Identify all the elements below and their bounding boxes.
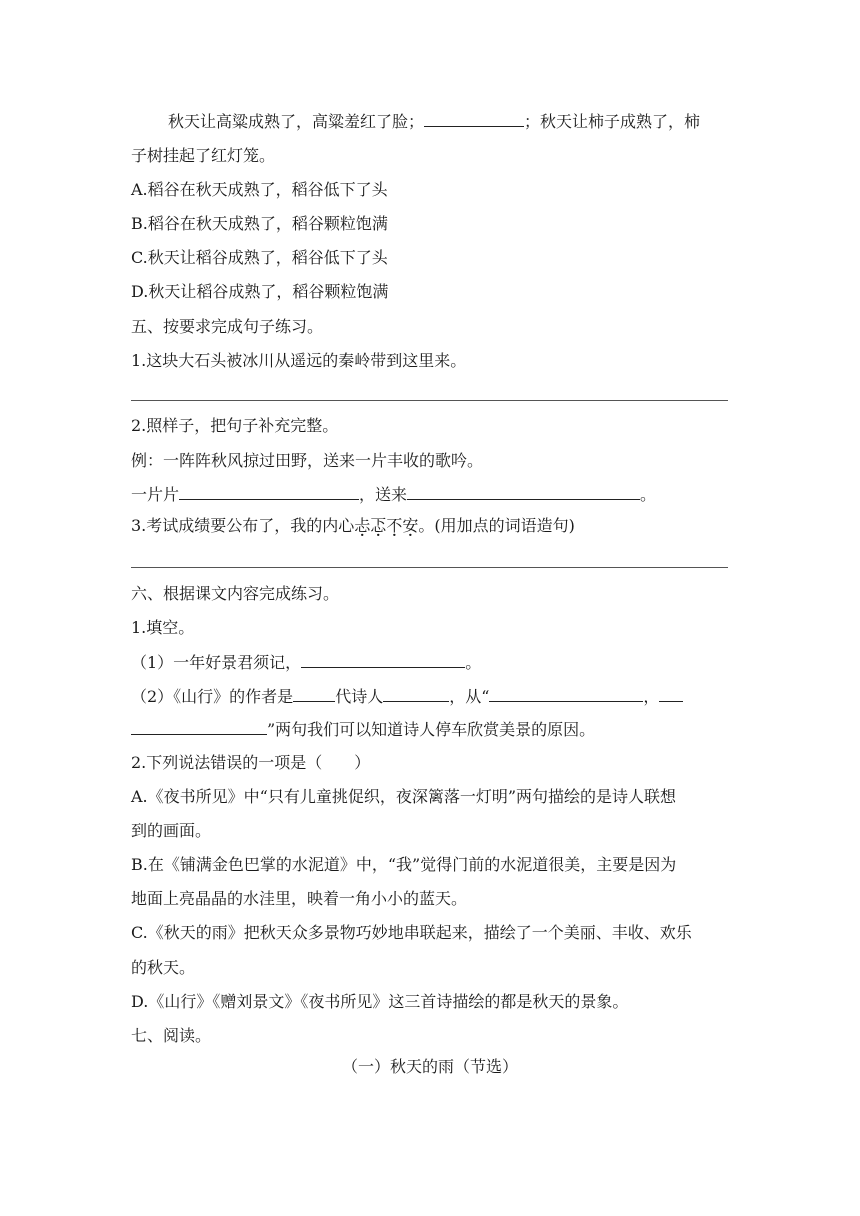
- q4-option-a: A.稻谷在秋天成熟了，稻谷低下了头: [131, 180, 388, 199]
- s6-option-c-line2: 的秋天。: [131, 958, 196, 977]
- s6-option-a-line2: 到的画面。: [131, 821, 212, 840]
- s6-fill2-line2: [131, 719, 595, 740]
- s5-q3-part2: 。(用加点的词语造句): [418, 516, 575, 535]
- s6-option-d: D.《山行》《赠刘景文》《夜书所见》这三首诗描绘的都是秋天的景象。: [131, 992, 629, 1011]
- dotted-char: 忑: [370, 516, 387, 535]
- s5-fill-part3: 。: [640, 485, 657, 504]
- s6-fill1: [131, 652, 481, 673]
- s6-option-c-line1: C.《秋天的雨》把秋天众多景物巧妙地串联起来，描绘了一个美丽、丰收、欢乐: [131, 923, 692, 942]
- s6-fill2-verse-blank2[interactable]: [659, 686, 683, 702]
- s6-q1: 1.填空。: [131, 618, 195, 637]
- section7-heading: 七、阅读。: [131, 1026, 212, 1045]
- s5-example: 例：一阵阵秋风掠过田野，送来一片丰收的歌吟。: [131, 451, 484, 470]
- q4-answer-blank[interactable]: [424, 111, 524, 127]
- s6-fill2-verse-blank1[interactable]: [489, 686, 643, 702]
- s5-q3-answer-line[interactable]: [131, 567, 728, 568]
- s6-q2: 2.下列说法错误的一项是（ ）: [131, 753, 371, 772]
- s6-option-a-line1: A.《夜书所见》中“只有儿童挑促织，夜深篱落一灯明”两句描绘的是诗人联想: [131, 787, 677, 806]
- s5-q3: [131, 516, 575, 536]
- s6-fill2-dynasty-blank[interactable]: [293, 686, 335, 702]
- q4-option-c: C.秋天让稻谷成熟了，稻谷低下了头: [131, 248, 388, 267]
- s5-q1-answer-line[interactable]: [131, 400, 728, 401]
- reading-subtitle: （一）秋天的雨（节选）: [341, 1057, 518, 1076]
- section6-heading: 六、根据课文内容完成练习。: [131, 584, 340, 603]
- s5-q1: 1.这块大石头被冰川从遥远的秦岭带到这里来。: [131, 351, 467, 370]
- section5-heading: 五、按要求完成句子练习。: [131, 317, 324, 336]
- s6-fill2-part3: ，从“: [449, 687, 490, 706]
- s6-fill2-line1: [131, 686, 683, 707]
- s5-fill-part1: 一片片: [131, 485, 180, 504]
- s6-fill1-blank[interactable]: [301, 652, 465, 668]
- s6-option-b-line2: 地面上亮晶晶的水洼里，映着一角小小的蓝天。: [131, 889, 468, 908]
- q4-option-d: D.秋天让稻谷成熟了，稻谷颗粒饱满: [131, 282, 389, 301]
- s6-fill2-part2: 代诗人: [335, 687, 384, 706]
- q4-stem-line1: [131, 111, 700, 132]
- s5-fill-part2: ，送来: [359, 485, 408, 504]
- dotted-char: 安: [402, 516, 419, 535]
- s5-fill-line: [131, 484, 656, 505]
- s6-fill1-part2: 。: [465, 653, 482, 672]
- s5-fill-blank2[interactable]: [407, 484, 640, 500]
- s6-fill2-poet-blank[interactable]: [383, 686, 449, 702]
- q4-stem-line2: 子树挂起了红灯笼。: [131, 146, 276, 165]
- s5-fill-blank1[interactable]: [179, 484, 359, 500]
- q4-stem-part2: ；秋天让柿子成熟了，柿: [524, 112, 701, 131]
- s6-option-b-line1: B.在《铺满金色巴掌的水泥道》中，“我”觉得门前的水泥道很美，主要是因为: [131, 855, 677, 874]
- s6-fill2-part1: （2）《山行》的作者是: [131, 687, 294, 706]
- q4-stem-part1: 秋天让高粱成熟了，高粱羞红了脸；: [168, 112, 425, 131]
- dotted-char: 不: [386, 516, 403, 535]
- s5-q2: 2.照样子，把句子补充完整。: [131, 416, 339, 435]
- s5-q3-part1: 3.考试成绩要公布了，我的内心: [131, 516, 355, 535]
- s6-fill2-verse-blank2-cont[interactable]: [131, 719, 267, 735]
- q4-option-b: B.稻谷在秋天成熟了，稻谷颗粒饱满: [131, 214, 388, 233]
- s6-fill1-part1: （1）一年好景君须记，: [131, 653, 302, 672]
- s6-fill2-part5: ”两句我们可以知道诗人停车欣赏美景的原因。: [267, 720, 596, 739]
- s6-fill2-part4: ，: [643, 687, 660, 706]
- dotted-char: 忐: [354, 516, 371, 535]
